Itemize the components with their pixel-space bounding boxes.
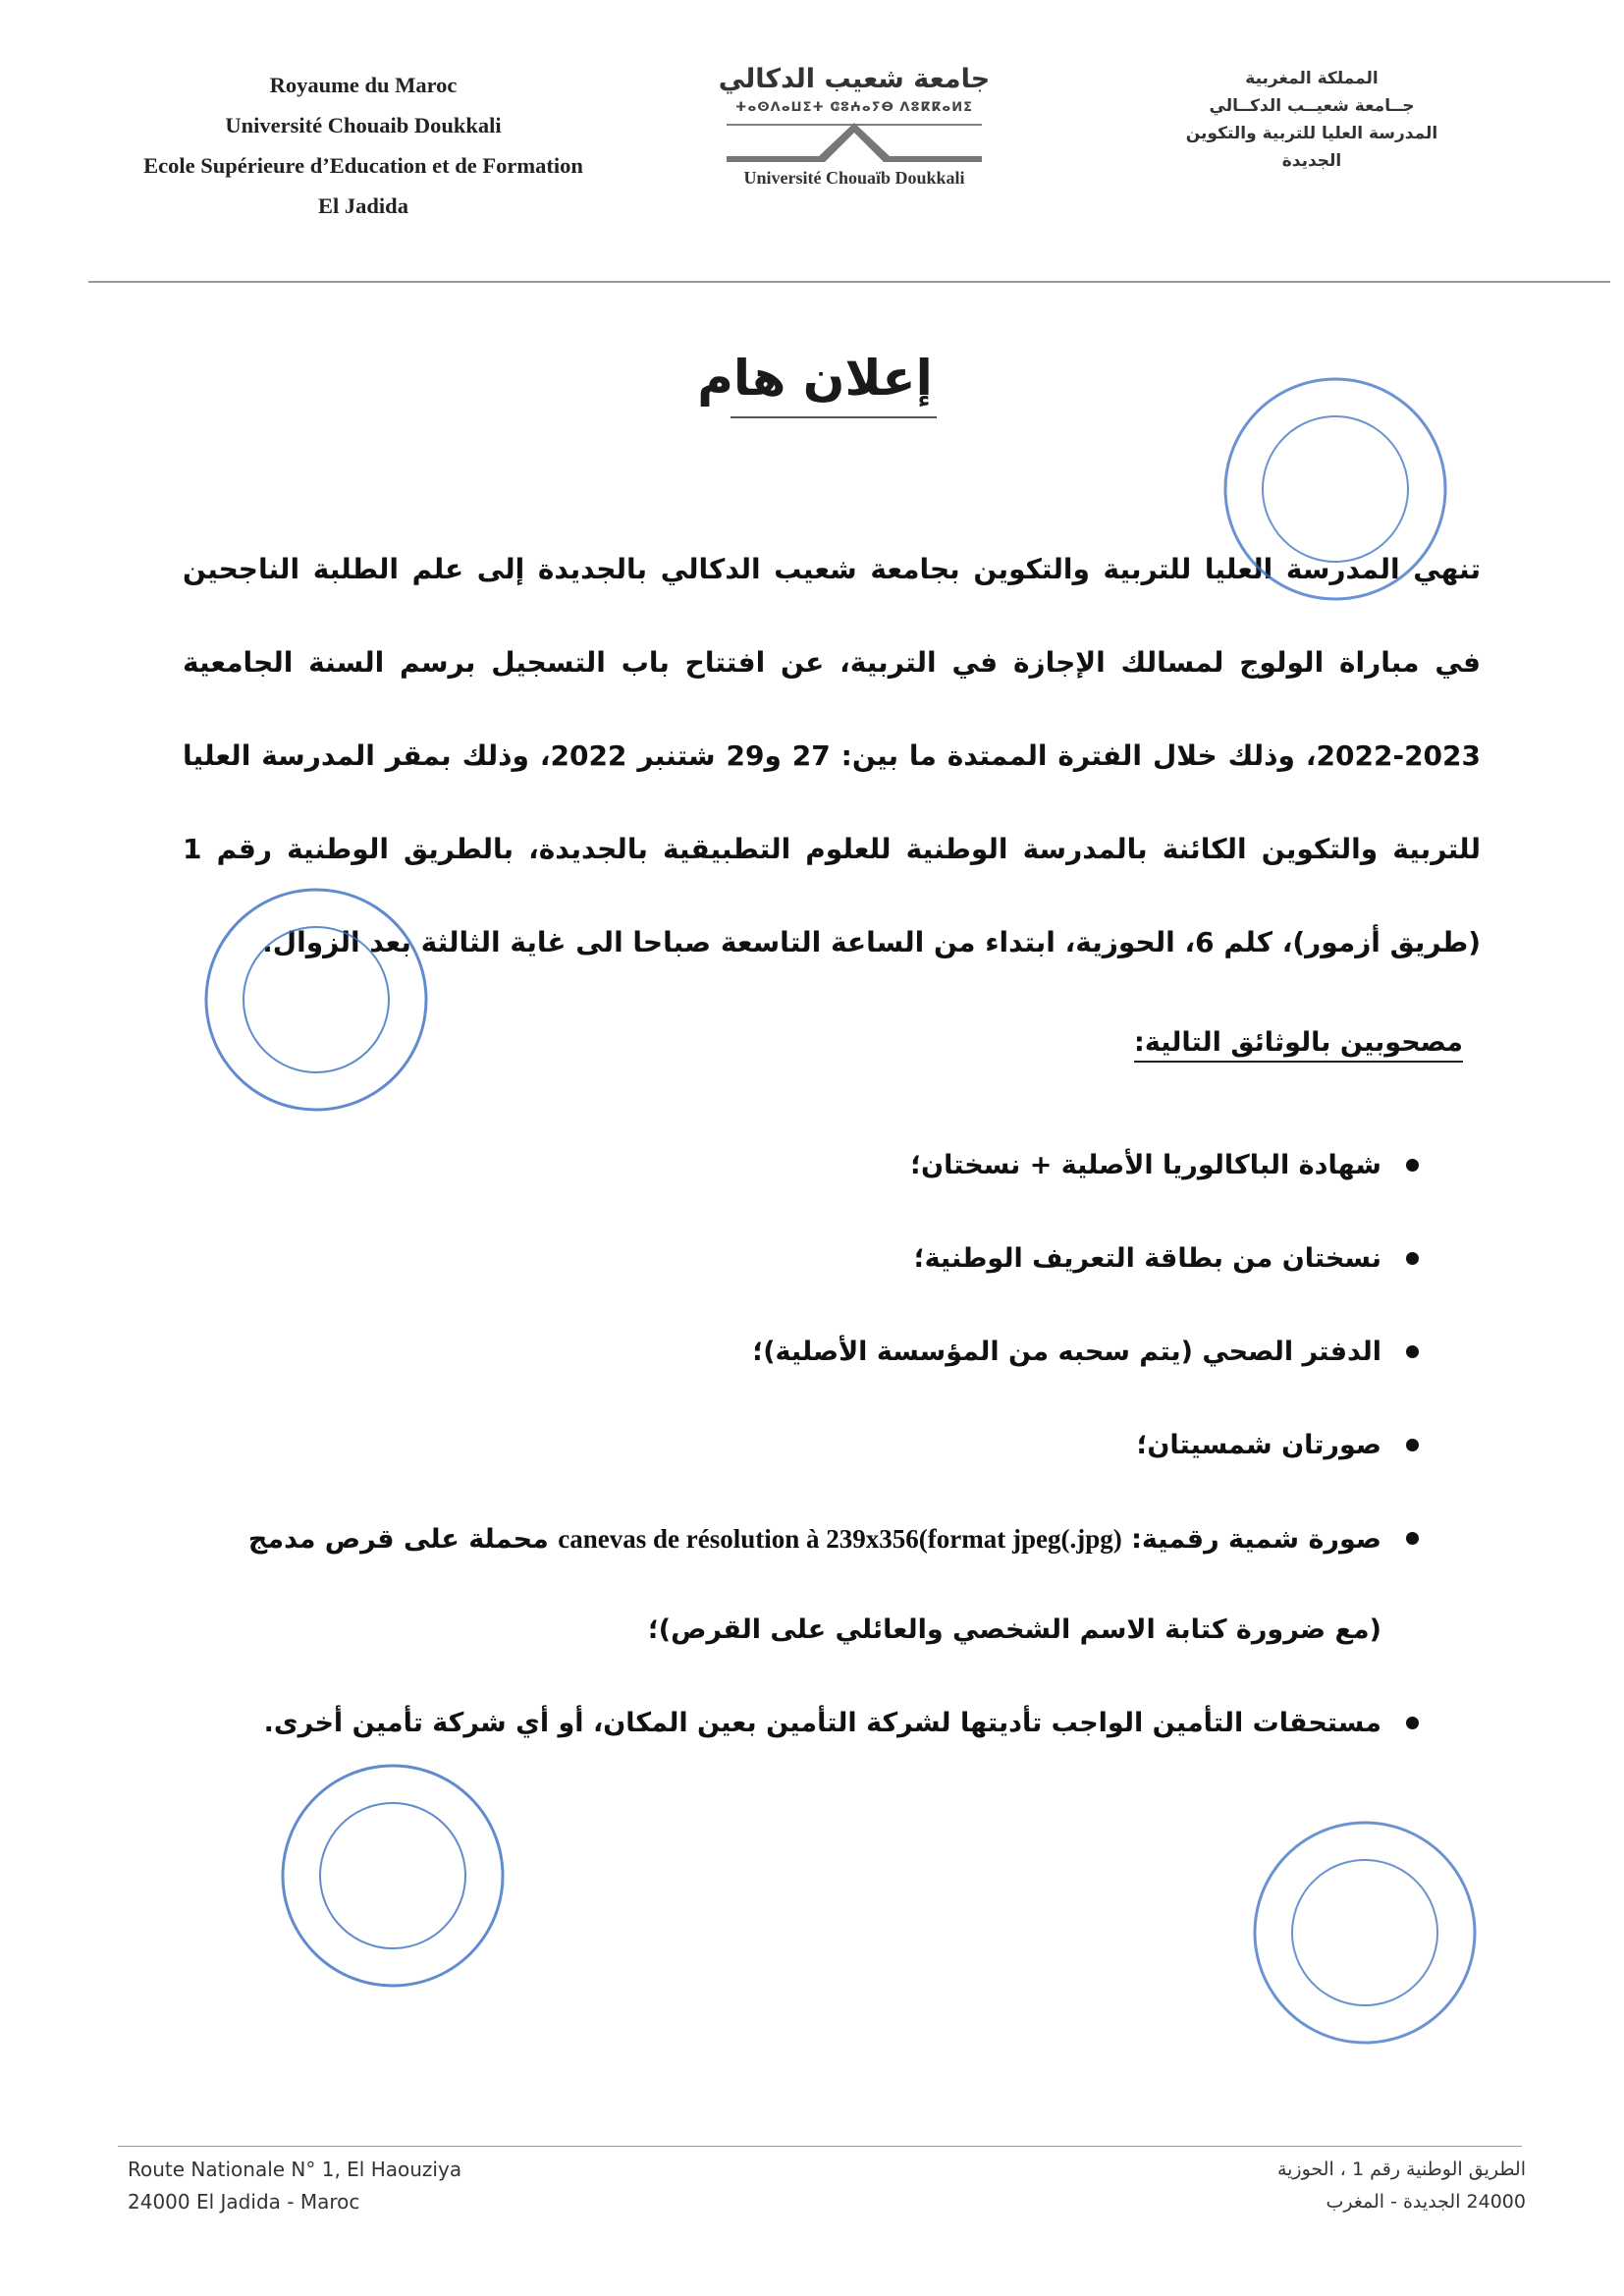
header-city-fr: El Jadida: [318, 193, 408, 218]
document-item-text: الدفتر الصحي (يتم سحبه من المؤسسة الأصلية)؛: [752, 1337, 1381, 1367]
header-city-ar: الجديدة: [1281, 151, 1342, 171]
title-underline: [731, 416, 937, 418]
university-name-fr: Université Chouaïb Doukkali: [743, 168, 965, 188]
footer-address-ar-line2: 24000 الجديدة - المغرب: [1326, 2191, 1526, 2213]
document-item-text: صورتان شمسيتان؛: [1136, 1430, 1381, 1460]
header-university-ar: جــامعة شعيــب الدكــالي: [1209, 96, 1415, 116]
bullet-icon: [1406, 1532, 1419, 1545]
photo-item-before: صورة شمية رقمية:: [1131, 1524, 1381, 1555]
header-school-fr: Ecole Supérieure d’Education et de Formation: [143, 153, 583, 178]
document-item-text: شهادة الباكالوريا الأصلية + نسختان؛: [910, 1150, 1381, 1180]
school-stamp-icon: [1218, 371, 1453, 607]
bullet-icon: [1406, 1159, 1419, 1172]
photo-item-french: canevas de résolution à 239x356(format jpeg(.jpg): [558, 1524, 1122, 1554]
announcement-body: تنهي المدرسة العليا للتربية والتكوين بجامعة شعيب الدكالي بالجديدة إلى علم الطلبة الناجحين في مباراة الولوج لمسالك الإجازة في التربية، عن افتتاح باب التسجيل برسم السنة الجامعية 2023-2022، وذلك خلال الفترة الممتدة ما بين: 27 و29 شتنبر 2022، وذلك بمقر المدرسة العليا للتربية والتكوين الكائنة بالمدرسة الوطنية للعلوم التطبيقية بالجديدة، بالطريق الوطنية رقم 1 (طريق أزمور)، كلم 6، الحوزية، ابتداء من الساعة التاسعة صباحا الى غاية الثالثة بعد الزوال.: [183, 553, 1481, 958]
footer-address-line2: 24000 El Jadida - Maroc: [128, 2190, 360, 2214]
footer-address-line1: Route Nationale N° 1, El Haouziya: [128, 2158, 462, 2181]
bullet-icon: [1406, 1252, 1419, 1265]
header-right-block: [1155, 65, 1469, 175]
footer-address-fr: [128, 2154, 461, 2218]
document-item-text: مستحقات التأمين الواجب تأديتها لشركة التأمين بعين المكان، أو أي شركة تأمين أخرى.: [263, 1708, 1381, 1738]
header-kingdom-fr: Royaume du Maroc: [269, 73, 458, 97]
list-item: [196, 1240, 1419, 1278]
header-university-fr: Université Chouaib Doukkali: [225, 113, 502, 137]
footer-address-ar-line1: الطريق الوطنية رقم 1 ، الحوزية: [1276, 2159, 1526, 2180]
bullet-icon: [1406, 1345, 1419, 1358]
school-stamp-icon: [275, 1758, 511, 1994]
list-item: [196, 1427, 1419, 1464]
footer-divider: [118, 2146, 1522, 2147]
header-left-block: [88, 65, 638, 226]
documents-heading: [1060, 1027, 1463, 1058]
header-divider: [88, 281, 1610, 283]
footer-address-ar: [1133, 2154, 1526, 2218]
university-name-ar: جامعة شعيب الدكالي: [718, 64, 991, 94]
bullet-icon: [1406, 1717, 1419, 1729]
school-stamp-icon: [1247, 1815, 1483, 2050]
university-name-tifinagh: ⵜⴰⵙⴷⴰⵡⵉⵜ ⵛⵓⵄⴰⵢⴱ ⴷⵓⴽⴽⴰⵍⵉ: [735, 100, 973, 115]
bullet-icon: [1406, 1439, 1419, 1451]
school-stamp-icon: [198, 882, 434, 1118]
document-item-text: نسختان من بطاقة التعريف الوطنية؛: [913, 1243, 1381, 1274]
photo-item-after: محملة على قرص مدمج (مع ضرورة كتابة الاسم الشخصي والعائلي على القرص)؛: [247, 1524, 1381, 1645]
university-logo-block: [717, 61, 992, 189]
list-item: [196, 1334, 1419, 1371]
header-school-ar: المدرسة العليا للتربية والتكوين: [1185, 124, 1438, 143]
list-item: [196, 1147, 1419, 1184]
header-kingdom-ar: المملكة المغربية: [1245, 69, 1379, 88]
list-item: [196, 1705, 1419, 1742]
announcement-title: إعلان هام: [697, 350, 933, 407]
documents-heading-text: مصحوبين بالوثائق التالية:: [1134, 1027, 1463, 1063]
documents-list: [196, 1147, 1419, 1798]
list-item: [196, 1494, 1419, 1675]
university-logo-icon: [727, 119, 982, 164]
